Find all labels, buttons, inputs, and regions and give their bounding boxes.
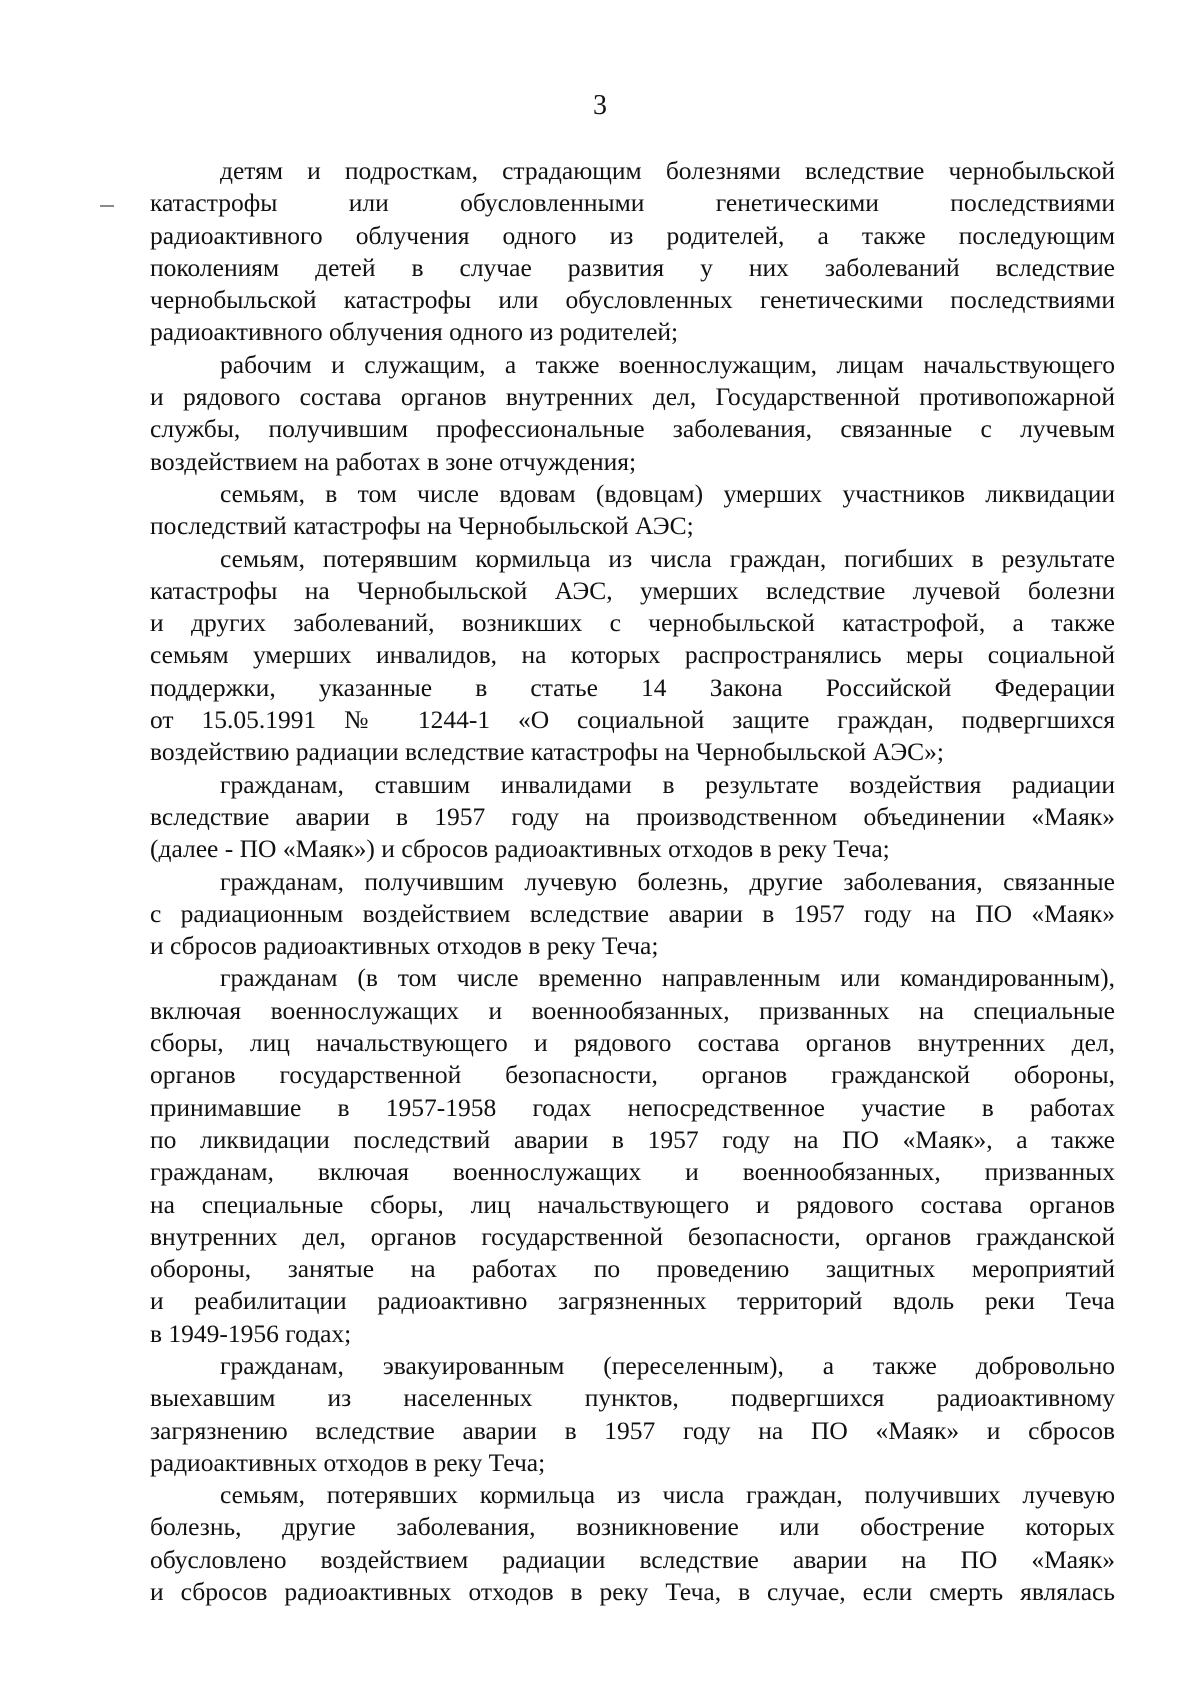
text-line: гражданам (в том числе временно направленным или командированным), xyxy=(220,963,1115,993)
scan-mark xyxy=(100,205,114,207)
paragraph xyxy=(150,769,1115,866)
text-line: катастрофы или обусловленными генетическими последствиями xyxy=(150,188,1115,218)
text-line: и других заболеваний, возникших с чернобыльской катастрофой, а также xyxy=(150,608,1115,638)
text-line: обусловлено воздействием радиации вследствие аварии на ПО «Маяк» xyxy=(150,1544,1115,1574)
paragraph xyxy=(150,962,1115,1350)
text-line: семьям, потерявшим кормильца из числа граждан, погибших в результате xyxy=(220,543,1115,573)
paragraph xyxy=(150,349,1115,478)
text-line: последствий катастрофы на Чернобыльской АЭС; xyxy=(150,511,694,541)
text-line: в 1949-1956 годах; xyxy=(150,1318,352,1348)
text-line: и сбросов радиоактивных отходов в реку Теча, в случае, если смерть являлась xyxy=(150,1577,1115,1607)
text-line: семьям, в том числе вдовам (вдовцам) умерших участников ликвидации xyxy=(220,478,1115,508)
text-line: радиоактивного облучения одного из родителей; xyxy=(150,317,679,347)
text-line: и сбросов радиоактивных отходов в реку Теча; xyxy=(150,931,659,961)
text-line: с радиационным воздействием вследствие аварии в 1957 году на ПО «Маяк» xyxy=(150,898,1115,928)
text-line: вследствие аварии в 1957 году на производственном объединении «Маяк» xyxy=(150,801,1115,831)
page-number: 3 xyxy=(593,90,607,121)
paragraph xyxy=(150,1350,1115,1479)
text-line: катастрофы на Чернобыльской АЭС, умерших вследствие лучевой болезни xyxy=(150,575,1115,605)
text-line: чернобыльской катастрофы или обусловленных генетическими последствиями xyxy=(150,285,1115,315)
text-line: (далее - ПО «Маяк») и сбросов радиоактивных отходов в реку Теча; xyxy=(150,834,890,864)
text-line: детям и подросткам, страдающим болезнями вследствие чернобыльской xyxy=(220,156,1115,185)
text-line: службы, получившим профессиональные заболевания, связанные с лучевым xyxy=(150,414,1115,444)
document-body xyxy=(150,155,1115,1608)
paragraph xyxy=(150,155,1115,349)
text-line: органов государственной безопасности, органов гражданской обороны, xyxy=(150,1060,1115,1090)
text-line: по ликвидации последствий аварии в 1957 году на ПО «Маяк», а также xyxy=(150,1124,1115,1154)
text-line: от 15.05.1991 № 1244-1 «О социальной защите граждан, подвергшихся xyxy=(150,705,1115,735)
text-line: сборы, лиц начальствующего и рядового состава органов внутренних дел, xyxy=(150,1028,1115,1058)
text-line: гражданам, ставшим инвалидами в результате воздействия радиации xyxy=(220,769,1115,799)
text-line: радиоактивного облучения одного из родителей, а также последующим xyxy=(150,220,1115,250)
text-line: на специальные сборы, лиц начальствующего и рядового состава органов xyxy=(150,1189,1115,1219)
text-line: и реабилитации радиоактивно загрязненных территорий вдоль реки Теча xyxy=(150,1286,1115,1316)
paragraph xyxy=(150,1479,1115,1608)
text-line: и рядового состава органов внутренних дел, Государственной противопожарной xyxy=(150,382,1115,412)
text-line: гражданам, получившим лучевую болезнь, другие заболевания, связанные xyxy=(220,866,1115,896)
text-line: загрязнению вследствие аварии в 1957 году на ПО «Маяк» и сбросов xyxy=(150,1415,1115,1445)
text-line: семьям, потерявших кормильца из числа граждан, получивших лучевую xyxy=(220,1480,1115,1510)
text-line: поддержки, указанные в статье 14 Закона Российской Федерации xyxy=(150,672,1115,702)
text-line: внутренних дел, органов государственной безопасности, органов гражданской xyxy=(150,1221,1115,1251)
text-line: выехавшим из населенных пунктов, подвергшихся радиоактивному xyxy=(150,1383,1115,1413)
text-line: гражданам, включая военнослужащих и военнообязанных, призванных xyxy=(150,1157,1115,1187)
paragraph xyxy=(150,543,1115,769)
text-line: включая военнослужащих и военнообязанных, призванных на специальные xyxy=(150,995,1115,1025)
text-line: поколениям детей в случае развития у них заболеваний вследствие xyxy=(150,252,1115,282)
text-line: воздействию радиации вследствие катастрофы на Чернобыльской АЭС»; xyxy=(150,737,945,767)
text-line: рабочим и служащим, а также военнослужащим, лицам начальствующего xyxy=(220,349,1115,379)
text-line: воздействием на работах в зоне отчуждения; xyxy=(150,446,637,476)
text-line: болезнь, другие заболевания, возникновение или обострение которых xyxy=(150,1512,1115,1542)
text-line: гражданам, эвакуированным (переселенным), а также добровольно xyxy=(220,1350,1115,1380)
text-line: принимавшие в 1957-1958 годах непосредственное участие в работах xyxy=(150,1092,1115,1122)
paragraph xyxy=(150,866,1115,963)
paragraph xyxy=(150,478,1115,543)
text-line: семьям умерших инвалидов, на которых распространялись меры социальной xyxy=(150,640,1115,670)
text-line: обороны, занятые на работах по проведению защитных мероприятий xyxy=(150,1254,1115,1284)
text-line: радиоактивных отходов в реку Теча; xyxy=(150,1447,546,1477)
